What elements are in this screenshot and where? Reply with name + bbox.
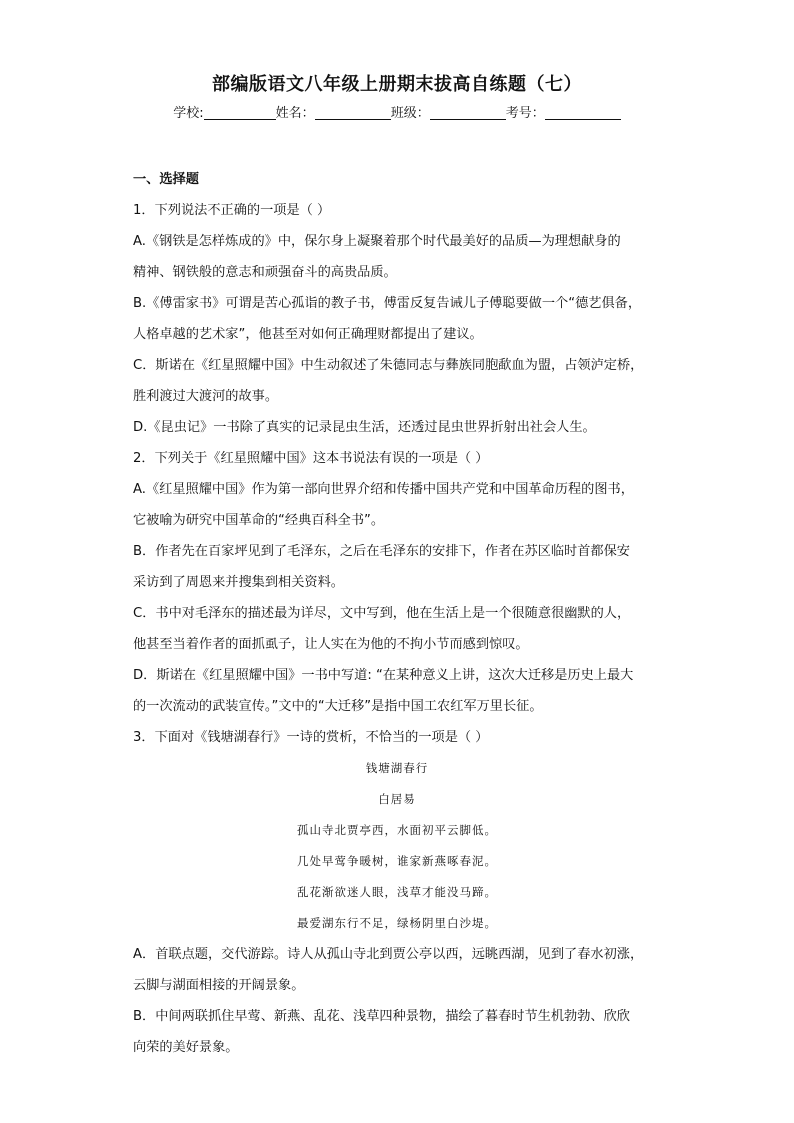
poem-line: 几处早莺争暖树，谁家新燕啄春泥。 <box>297 854 497 868</box>
option-line: B．作者先在百家坪见到了毛泽东，之后在毛泽东的安排下，作者在苏区临时首都保安 <box>133 544 630 559</box>
option-line: 他甚至当着作者的面抓虱子，让人实在为他的不拘小节而感到惊叹。 <box>133 637 529 652</box>
exam-no-blank[interactable] <box>545 105 621 120</box>
school-label: 学校: <box>173 106 204 121</box>
option-line: 的一次流动的武装宣传。”文中的“大迁移”是指中国工农红军万里长征。 <box>133 699 543 714</box>
name-blank[interactable] <box>315 105 391 120</box>
option-line: 胜利渡过大渡河的故事。 <box>133 389 279 404</box>
option-line: 向荣的美好景象。 <box>133 1040 239 1055</box>
school-blank[interactable] <box>204 105 276 120</box>
option-line: A．首联点题，交代游踪。诗人从孤山寺北到贾公亭以西，远眺西湖，见到了春水初涨， <box>133 947 644 962</box>
poem-author: 白居易 <box>378 792 416 806</box>
option-line: 人格卓越的艺术家”，他甚至对如何正确理财都提出了建议。 <box>133 327 483 342</box>
option-line: 它被喻为研究中国革命的“经典百科全书”。 <box>133 513 385 528</box>
poem-line: 孤山寺北贾亭西，水面初平云脚低。 <box>297 823 497 837</box>
page-title: 部编版语文八年级上册期末拔高自练题（七） <box>212 74 582 95</box>
poem-line: 最爱湖东行不足，绿杨阴里白沙堤。 <box>297 916 497 930</box>
class-blank[interactable] <box>430 105 506 120</box>
option-line: 云脚与湖面相接的开阔景象。 <box>133 978 305 993</box>
option-line: C．斯诺在《红星照耀中国》中生动叙述了朱德同志与彝族同胞歃血为盟，占领泸定桥， <box>133 358 644 373</box>
option-line: B.《傅雷家书》可谓是苦心孤诣的教子书，傅雷反复告诫儿子傅聪要做一个“德艺俱备， <box>133 296 642 311</box>
poem-title: 钱塘湖春行 <box>365 761 429 775</box>
section-heading: 一、选择题 <box>133 172 199 187</box>
poem-line: 乱花渐欲迷人眼，浅草才能没马蹄。 <box>297 885 497 899</box>
question-stem: 3．下面对《钱塘湖春行》一诗的赏析，不恰当的一项是（ ） <box>133 730 489 745</box>
question-stem: 2．下列关于《红星照耀中国》这本书说法有误的一项是（ ） <box>133 451 489 466</box>
student-info-row <box>0 102 794 121</box>
question-content <box>133 164 673 1063</box>
option-line: B．中间两联抓住早莺、新燕、乱花、浅草四种景物，描绘了暮春时节生机勃勃、欣欣 <box>133 1009 630 1024</box>
option-line: A.《钢铁是怎样炼成的》中，保尔身上凝聚着那个时代最美好的品质—为理想献身的 <box>133 234 621 249</box>
option-line: C．书中对毛泽东的描述最为详尽，文中写到，他在生活上是一个很随意很幽默的人， <box>133 606 631 621</box>
class-label: 班级： <box>390 106 430 121</box>
question-stem: 1．下列说法不正确的一项是（ ） <box>133 203 331 218</box>
exam-no-label: 考号： <box>505 106 545 121</box>
name-label: 姓名： <box>275 106 315 121</box>
option-line: D.《昆虫记》一书除了真实的记录昆虫生活，还透过昆虫世界折射出社会人生。 <box>133 420 596 435</box>
option-line: 采访到了周恩来并搜集到相关资料。 <box>133 575 344 590</box>
option-line: 精神、钢铁般的意志和顽强奋斗的高贵品质。 <box>133 265 397 280</box>
option-line: A.《红星照耀中国》作为第一部向世界介绍和传播中国共产党和中国革命历程的图书， <box>133 482 634 497</box>
option-line: D．斯诺在《红星照耀中国》一书中写道: “在某种意义上讲，这次大迁移是历史上最大 <box>133 668 634 683</box>
